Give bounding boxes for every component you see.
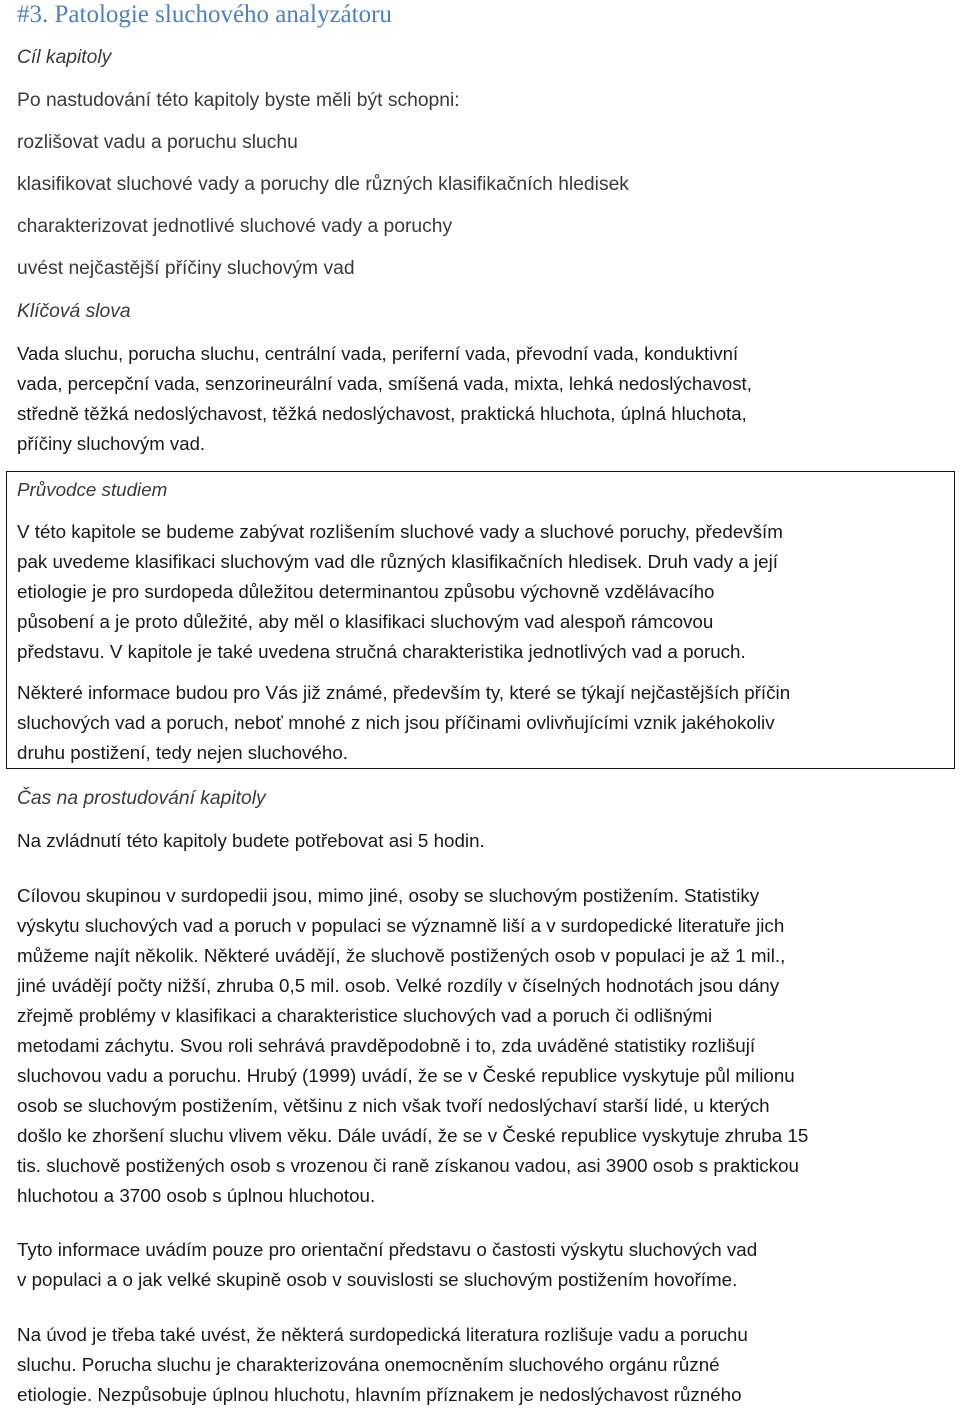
body-line: došlo ke zhoršení sluchu vlivem věku. Dále uvádí, že se v České republice vyskytuje zhruba 15: [17, 1125, 809, 1146]
guide-line: etiologie je pro surdopeda důležitou determinantou způsobu výchovně vzdělávacího: [17, 581, 715, 602]
goal-item: rozlišovat vadu a poruchu sluchu: [17, 132, 298, 153]
body-line: hluchotou a 3700 osob s úplnou hluchotou.: [17, 1185, 376, 1206]
guide-line: sluchových vad a poruch, neboť mnohé z nich jsou příčinami ovlivňujícími vznik jakéhokoliv: [17, 712, 775, 733]
keywords-line: Vada sluchu, porucha sluchu, centrální vada, periferní vada, převodní vada, konduktivní: [17, 343, 739, 364]
time-text: Na zvládnutí této kapitoly budete potřebovat asi 5 hodin.: [17, 830, 485, 851]
body-line: výskytu sluchových vad a poruch v populaci se významně liší a v surdopedické literatuře jich: [17, 915, 785, 936]
body-line: zřejmě problémy v klasifikaci a charakteristice sluchových vad a poruch či odlišnými: [17, 1005, 713, 1026]
keywords-line: středně těžká nedoslýchavost, těžká nedoslýchavost, praktická hluchota, úplná hluchota,: [17, 403, 747, 424]
keywords-line: příčiny sluchovým vad.: [17, 433, 206, 454]
chapter-title: #3. Patologie sluchového analyzátoru: [17, 1, 392, 28]
body-line: sluchu. Porucha sluchu je charakterizována onemocněním sluchového orgánu různé: [17, 1354, 720, 1375]
guide-line: Některé informace budou pro Vás již známé, především ty, které se týkají nejčastějších příčin: [17, 682, 791, 703]
body-line: metodami záchytu. Svou roli sehrává pravděpodobně i to, zda uváděné statistiky rozlišují: [17, 1035, 756, 1056]
keywords-heading: Klíčová slova: [17, 301, 131, 322]
goals-intro: Po nastudování této kapitoly byste měli být schopni:: [17, 90, 460, 111]
guide-line: V této kapitole se budeme zabývat rozlišením sluchové vady a sluchové poruchy, především: [17, 521, 783, 542]
guide-line: působení a je proto důležité, aby měl o klasifikaci sluchovým vad alespoň rámcovou: [17, 611, 714, 632]
guide-heading: Průvodce studiem: [17, 479, 168, 500]
body-line: Na úvod je třeba také uvést, že některá surdopedická literatura rozlišuje vadu a poruchu: [17, 1324, 748, 1345]
guide-line: druhu postižení, tedy nejen sluchového.: [17, 742, 348, 763]
goals-heading: Cíl kapitoly: [17, 47, 112, 68]
study-guide-box: [6, 471, 955, 769]
body-line: tis. sluchově postižených osob s vrozenou či raně získanou vadou, asi 3900 osob s praktickou: [17, 1155, 799, 1176]
body-line: Tyto informace uvádím pouze pro orientační představu o častosti výskytu sluchových vad: [17, 1239, 758, 1260]
time-heading: Čas na prostudování kapitoly: [17, 788, 266, 809]
body-line: osob se sluchovým postižením, většinu z nich však tvoří nedoslýchaví starší lidé, u kterých: [17, 1095, 770, 1116]
guide-line: pak uvedeme klasifikaci sluchovým vad dle různých klasifikačních hledisek. Druh vady a její: [17, 551, 778, 572]
body-line: etiologie. Nezpůsobuje úplnou hluchotu, hlavním příznakem je nedoslýchavost různého: [17, 1384, 742, 1405]
guide-line: představu. V kapitole je také uvedena stručná charakteristika jednotlivých vad a poruch.: [17, 641, 746, 662]
keywords-line: vada, percepční vada, senzorineurální vada, smíšená vada, mixta, lehká nedoslýchavost,: [17, 373, 752, 394]
goal-item: klasifikovat sluchové vady a poruchy dle různých klasifikačních hledisek: [17, 174, 629, 195]
body-line: v populaci a o jak velké skupině osob v souvislosti se sluchovým postižením hovoříme.: [17, 1269, 738, 1290]
goal-item: uvést nejčastější příčiny sluchovým vad: [17, 258, 355, 279]
body-line: Cílovou skupinou v surdopedii jsou, mimo jiné, osoby se sluchovým postižením. Statistiky: [17, 885, 760, 906]
body-line: jiné uvádějí počty nižší, zhruba 0,5 mil. osob. Velké rozdíly v číselných hodnotách jsou dány: [17, 975, 780, 996]
goal-item: charakterizovat jednotlivé sluchové vady a poruchy: [17, 216, 453, 237]
body-line: sluchovou vadu a poruchu. Hrubý (1999) uvádí, že se v České republice vyskytuje půl milionu: [17, 1065, 795, 1086]
body-line: můžeme najít několik. Některé uvádějí, že sluchově postižených osob v populaci je až 1 mil.,: [17, 945, 786, 966]
